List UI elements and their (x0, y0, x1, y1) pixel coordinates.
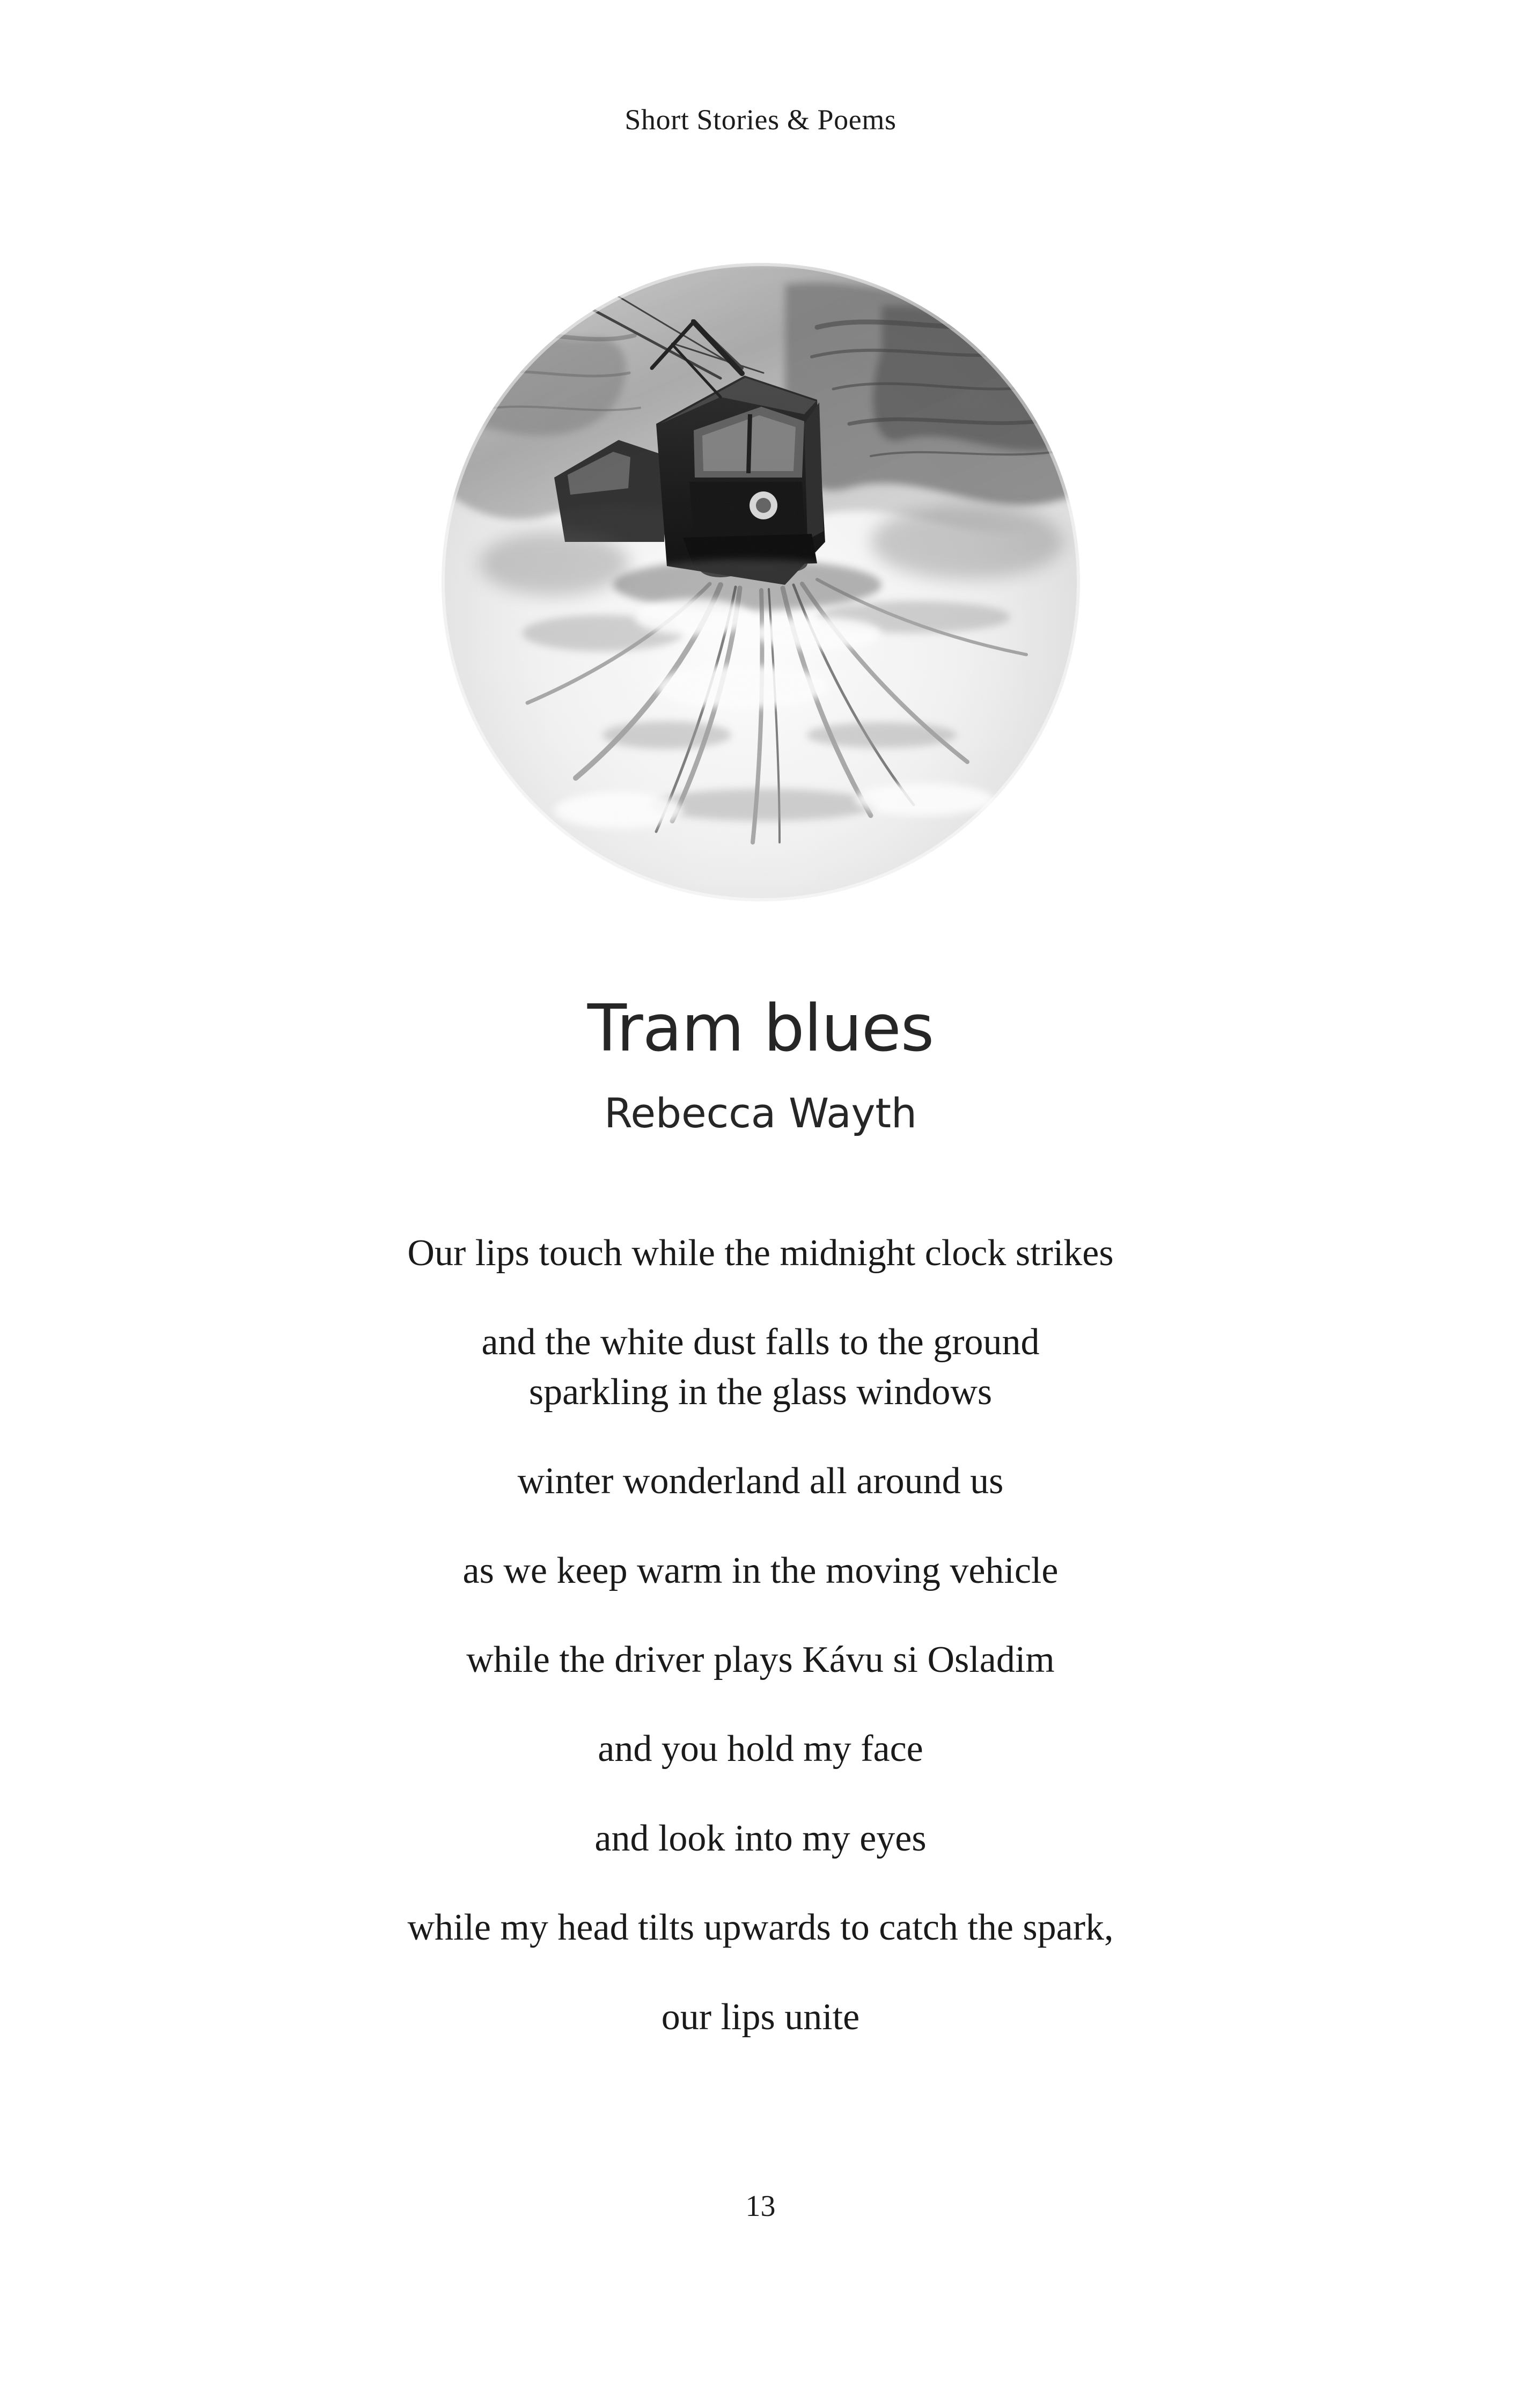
poem-line: and the white dust falls to the ground (481, 1322, 1040, 1363)
page-title: Tram blues (587, 992, 934, 1067)
poem-line: as we keep warm in the moving vehicle (462, 1550, 1059, 1591)
poem-stanza (208, 1903, 1313, 1952)
poem-line: our lips unite (661, 1996, 860, 2038)
poem-stanza (208, 1635, 1313, 1685)
poem-line: sparkling in the glass windows (528, 1371, 993, 1413)
poem-stanza (208, 1318, 1313, 1417)
poem-line: while the driver plays Kávu si Osladim (466, 1639, 1055, 1680)
poem-author: Rebecca Wayth (604, 1089, 917, 1137)
poem-stanza (208, 1993, 1313, 2042)
page-number: 13 (745, 2190, 776, 2223)
poem-stanza (208, 1229, 1313, 1278)
poem-body (208, 1229, 1313, 2042)
poem-line: while my head tilts upwards to catch the spark, (407, 1907, 1114, 1949)
running-head: Short Stories & Poems (624, 104, 897, 136)
poem-stanza (208, 1724, 1313, 1774)
poem-line: and look into my eyes (594, 1817, 927, 1859)
poem-stanza (208, 1814, 1313, 1863)
poem-stanza (208, 1546, 1313, 1596)
poem-line: Our lips touch while the midnight clock strikes (407, 1232, 1114, 1274)
poem-line: winter wonderland all around us (517, 1460, 1004, 1502)
poem-line: and you hold my face (598, 1728, 923, 1770)
poem-stanza (208, 1457, 1313, 1506)
illustration-container (442, 263, 1080, 901)
tram-in-snow-charcoal-illustration (442, 263, 1080, 901)
